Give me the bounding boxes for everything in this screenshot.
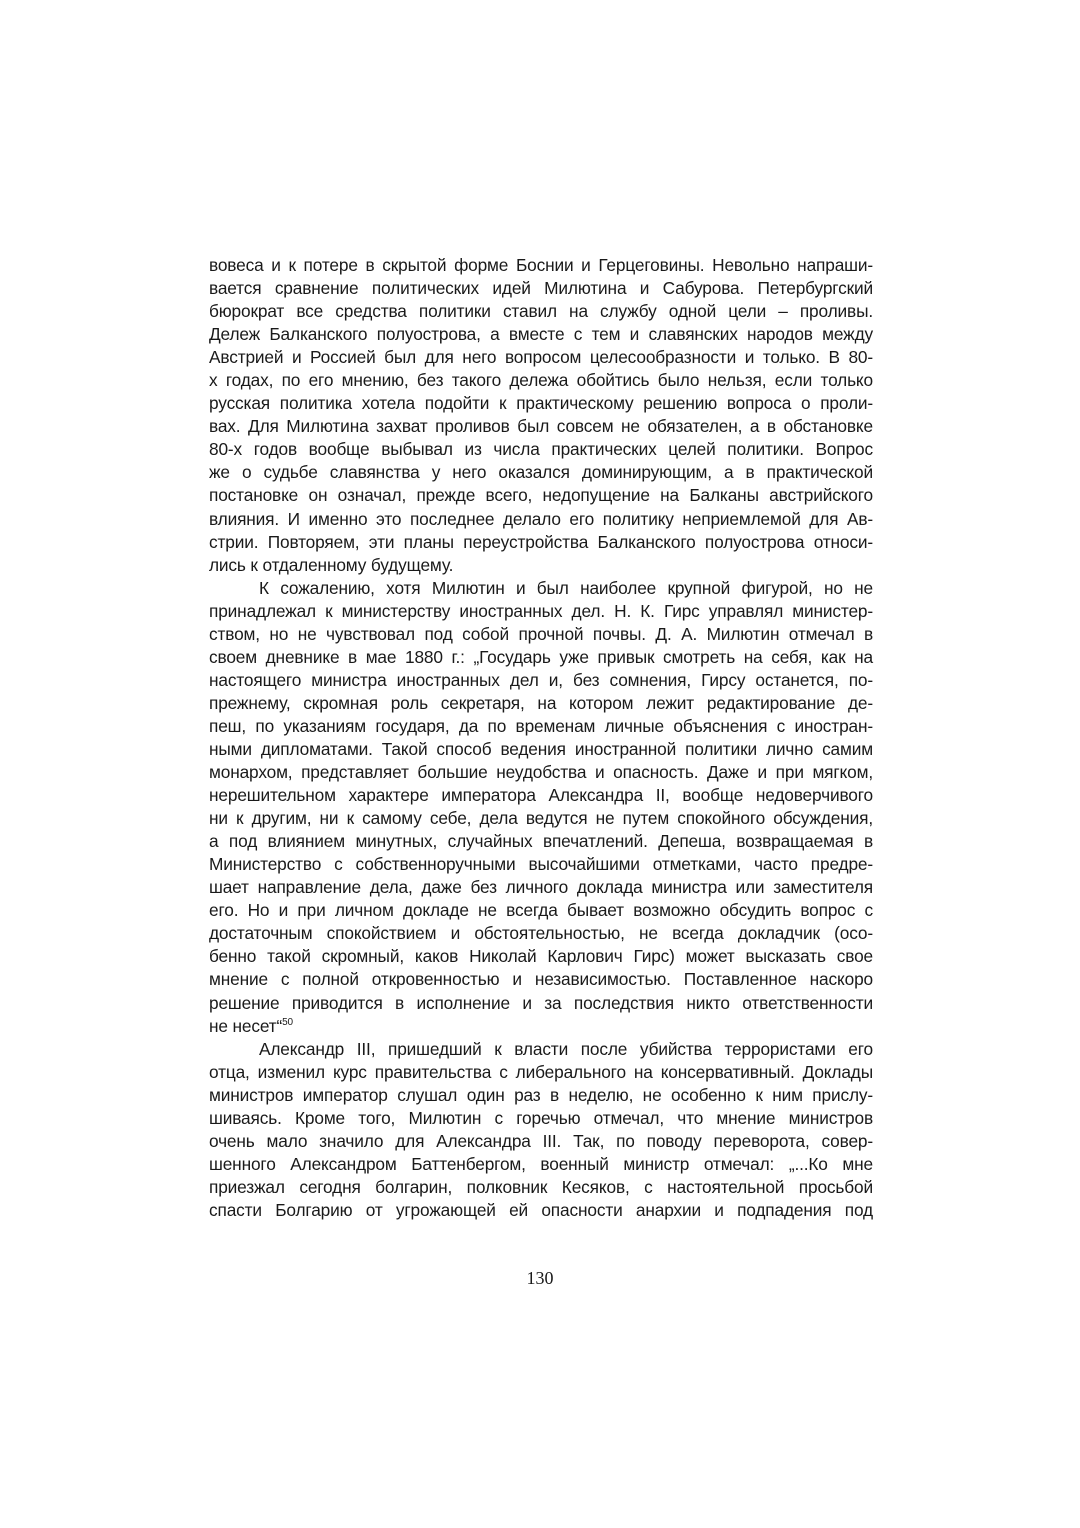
body-text: [209, 254, 873, 1222]
text-line: Министерство с собственноручными высочайшими отметками, часто предре-: [209, 854, 873, 875]
text-line: постановке он означал, прежде всего, недопущение на Балканы австрийского: [209, 485, 873, 506]
text-line: бенно такой скромный, каков Николай Карлович Гирс) может высказать свое: [209, 946, 873, 967]
paragraph-2: [209, 577, 873, 1038]
text-line: 80-х годов вообще выбывал из числа практических целей политики. Вопрос: [209, 439, 873, 460]
text-line: своем дневнике в мае 1880 г.: „Государь уже привык смотреть на себя, как на: [209, 646, 873, 667]
text-line: ни к другим, ни к самому себе, дела ведутся не путем спокойного обсуждения,: [209, 808, 873, 829]
text-line: а под влиянием минутных, случайных впечатлений. Депеша, возвращаемая в: [209, 831, 873, 852]
text-line: достаточным спокойствием и обстоятельностью, не всегда докладчик (осо-: [209, 923, 873, 944]
text-line: шает направление дела, даже без личного доклада министра или заместителя: [209, 877, 873, 898]
text-line: мнение с полной откровенностью и независимостью. Поставленное наскоро: [209, 969, 873, 990]
text-line: Александр III, пришедший к власти после убийства террористами его: [259, 1038, 873, 1059]
text-line: лись к отдаленному будущему.: [209, 554, 454, 575]
text-line: влияния. И именно это последнее делало его политику неприемлемой для Ав-: [209, 508, 873, 529]
text-line: настоящего министра иностранных дел и, без сомнения, Гирсу останется, по-: [209, 669, 873, 690]
text-line: пеш, по указаниям государя, да по временам личные объяснения с иностран-: [209, 715, 873, 736]
text-line: Австрией и Россией был для него вопросом целесообразности и только. В 80-: [209, 347, 873, 368]
text-line: его. Но и при личном докладе не всегда бывает возможно обсудить вопрос с: [209, 900, 873, 921]
text-line: очень мало значило для Александра III. Так, по поводу переворота, совер-: [209, 1130, 873, 1151]
text-line: монархом, представляет большие неудобства и опасность. Даже и при мягком,: [209, 762, 873, 783]
text-line: вовеса и к потере в скрытой форме Боснии и Герцеговины. Невольно напраши-: [209, 255, 873, 275]
quote-end-text: не несет“: [209, 1015, 283, 1036]
footnote-reference[interactable]: 50: [282, 1016, 293, 1028]
text-line: решение приводится в исполнение и за последствия никто ответственности: [209, 992, 873, 1013]
text-line: шенного Александром Баттенбергом, военный министр отмечал: „...Ко мне: [209, 1153, 873, 1174]
text-line: бюрократ все средства политики ставил на службу одной цели – проливы.: [209, 301, 873, 322]
text-line: же о судьбе славянства у него оказался доминирующим, а в практической: [209, 462, 873, 483]
text-line: спасти Болгарию от угрожающей ей опасности анархии и подпадения под: [209, 1199, 873, 1220]
text-line: К сожалению, хотя Милютин и был наиболее крупной фигурой, но не: [259, 577, 873, 598]
text-line: вается сравнение политических идей Милютина и Сабурова. Петербургский: [209, 278, 873, 299]
text-line: принадлежал к министерству иностранных дел. Н. К. Гирс управлял министер-: [209, 600, 873, 621]
text-line: х годах, по его мнению, без такого дележа обойтись было нельзя, если только: [209, 370, 873, 391]
text-line: ством, но не чувствовал под собой прочной почвы. Д. А. Милютин отмечал в: [209, 623, 873, 644]
text-line: русская политика хотела подойти к практическому решению вопроса о проли-: [209, 393, 873, 414]
text-line: приезжал сегодня болгарин, полковник Кесяков, с настоятельной просьбой: [209, 1176, 873, 1197]
paragraph-1: [209, 254, 873, 577]
text-line: ными дипломатами. Такой способ ведения иностранной политики лично самим: [209, 738, 873, 759]
text-line: вах. Для Милютина захват проливов был совсем не обязателен, а в обстановке: [209, 416, 873, 437]
text-line: стрии. Повторяем, эти планы переустройства Балканского полуострова относи-: [209, 531, 873, 552]
text-line: нерешительном характере императора Александра II, вообще недоверчивого: [209, 785, 873, 806]
text-line: прежнему, скромная роль секретаря, на котором лежит редактирование де-: [209, 692, 873, 713]
text-line: Дележ Балканского полуострова, а вместе с тем и славянских народов между: [209, 324, 873, 345]
text-line: министров император слушал один раз в неделю, не особенно к ним прислу-: [209, 1084, 873, 1105]
text-line: шиваясь. Кроме того, Милютин с горечью отмечал, что мнение министров: [209, 1107, 873, 1128]
text-line: [209, 1015, 873, 1038]
paragraph-3: [209, 1038, 873, 1222]
page-number: 130: [526, 1268, 554, 1288]
text-line: отца, изменил курс правительства с либерального на консервативный. Доклады: [209, 1061, 873, 1082]
